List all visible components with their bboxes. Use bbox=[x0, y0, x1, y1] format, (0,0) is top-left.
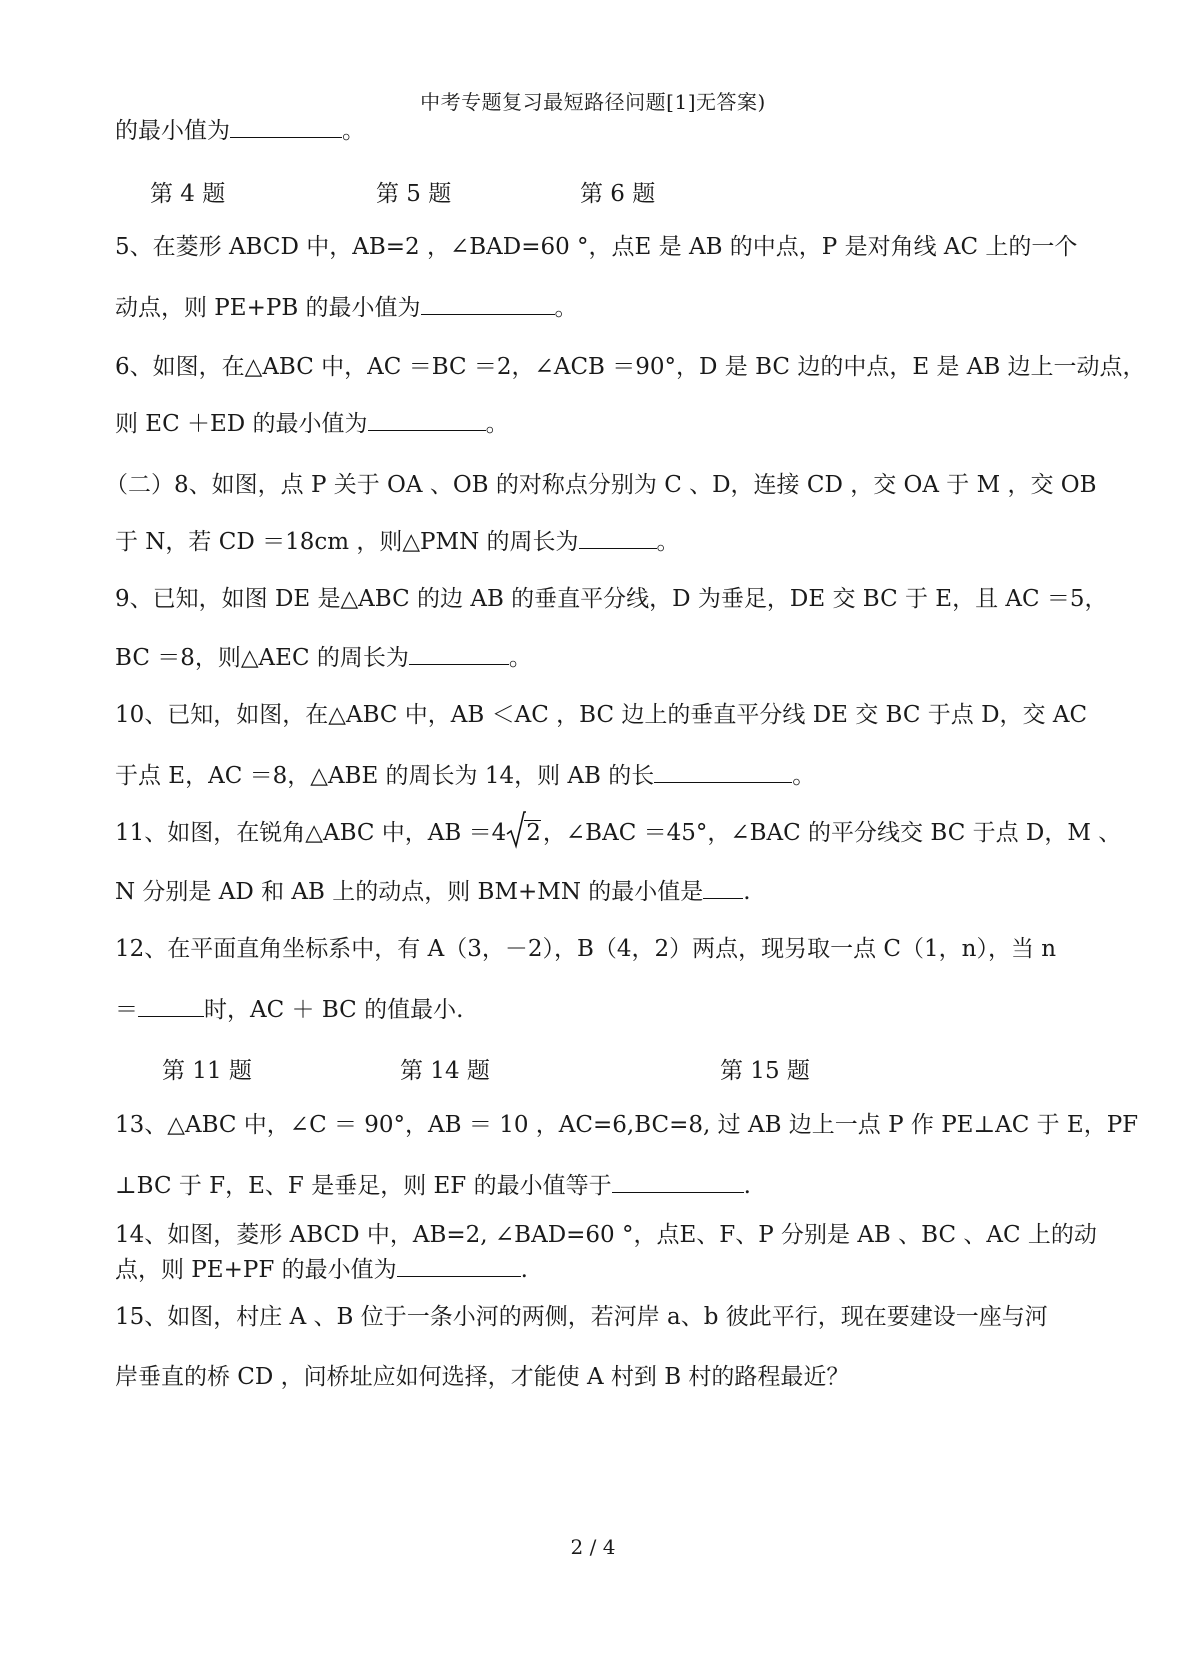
q6-end: 。 bbox=[485, 411, 509, 437]
answer-blank bbox=[579, 526, 657, 549]
figure-label-14: 第 14 题 bbox=[400, 1058, 490, 1084]
q14-end: . bbox=[520, 1257, 528, 1283]
q10-line-1: 10、已知，如图，在△ABC 中，AB ＜AC ，BC 边上的垂直平分线 DE 交 BC 于点 D，交 AC bbox=[115, 702, 1088, 728]
answer-blank bbox=[230, 115, 342, 138]
answer-blank bbox=[409, 642, 509, 665]
q5-line-1 bbox=[115, 232, 1077, 262]
q13-end: . bbox=[743, 1173, 751, 1199]
q6-text-2: 则 EC ＋ED 的最小值为 bbox=[115, 411, 368, 437]
q5-text-2: 动点，则 PE+PB 的最小值为 bbox=[115, 295, 421, 321]
page-header-title: 中考专题复习最短路径问题[1]无答案) bbox=[420, 90, 766, 114]
answer-blank bbox=[421, 292, 555, 315]
q14-line-2 bbox=[115, 1254, 528, 1285]
answer-blank bbox=[138, 994, 204, 1017]
q12-line-2 bbox=[115, 994, 463, 1025]
q5-text-1: 5、在菱形 ABCD 中，AB=2 ， bbox=[115, 234, 450, 260]
q10-end: 。 bbox=[792, 763, 816, 789]
q11-text-1b: ，∠BAC ＝45°，∠BAC 的平分线交 BC 于点 D，M 、 bbox=[542, 820, 1122, 846]
q4-tail-line bbox=[115, 115, 365, 146]
figure-label-15: 第 15 题 bbox=[720, 1058, 810, 1084]
q11-end: . bbox=[743, 879, 751, 905]
q9-end: 。 bbox=[508, 645, 532, 671]
figure-label-5: 第 5 题 bbox=[376, 181, 452, 207]
q15-line-2: 岸垂直的桥 CD ，问桥址应如何选择，才能使 A 村到 B 村的路程最近？ bbox=[115, 1364, 850, 1390]
q5-text-1b: ∠BAD=60 °，点E 是 AB 的中点，P 是对角线 AC 上的一个 bbox=[449, 234, 1078, 260]
q12-text-2b: 时，AC ＋ BC 的值最小. bbox=[204, 997, 464, 1023]
q9-text-2: BC ＝8，则△AEC 的周长为 bbox=[115, 645, 409, 671]
answer-blank bbox=[397, 1254, 521, 1277]
q8-line-1: （二）8、如图，点 P 关于 OA 、OB 的对称点分别为 C 、D，连接 CD ，交 OA 于 M ，交 OB bbox=[105, 472, 1097, 498]
answer-blank bbox=[612, 1170, 744, 1193]
q13-text-2: ⊥BC 于 F，E、F 是垂足，则 EF 的最小值等于 bbox=[115, 1173, 612, 1199]
q9-line-1: 9、已知，如图 DE 是△ABC 的边 AB 的垂直平分线，D 为垂足，DE 交 BC 于 E，且 AC ＝5， bbox=[115, 586, 1108, 612]
q12-text-2a: ＝ bbox=[115, 997, 138, 1023]
sqrt-radicand: 2 bbox=[526, 820, 541, 846]
sqrt-symbol bbox=[506, 818, 541, 848]
page-number: 2 / 4 bbox=[570, 1535, 616, 1559]
q14-line-1: 14、如图，菱形 ABCD 中，AB=2, ∠BAD=60 °，点E、F、P 分别是 AB 、BC 、AC 上的动 bbox=[115, 1222, 1097, 1248]
figure-label-11: 第 11 题 bbox=[162, 1058, 252, 1084]
q8-line-2 bbox=[115, 526, 680, 557]
q6-line-2 bbox=[115, 408, 509, 439]
q11-line-2 bbox=[115, 876, 751, 907]
q8-end: 。 bbox=[656, 529, 680, 555]
q14-text-2: 点，则 PE+PF 的最小值为 bbox=[115, 1257, 397, 1283]
q4-tail-end: 。 bbox=[342, 118, 365, 144]
q5-end: 。 bbox=[554, 295, 578, 321]
figure-label-4: 第 4 题 bbox=[150, 181, 226, 207]
figure-label-6: 第 6 题 bbox=[580, 181, 656, 207]
q11-text-1a: 11、如图，在锐角△ABC 中，AB ＝4 bbox=[115, 820, 507, 846]
q9-line-2 bbox=[115, 642, 532, 673]
q13-line-2 bbox=[115, 1170, 751, 1201]
q11-text-2: N 分别是 AD 和 AB 上的动点，则 BM+MN 的最小值是 bbox=[115, 879, 704, 905]
q15-line-1: 15、如图，村庄 A 、B 位于一条小河的两侧，若河岸 a、b 彼此平行，现在要建设一座与河 bbox=[115, 1304, 1048, 1330]
q12-line-1: 12、在平面直角坐标系中，有 A（3，－2），B（4，2）两点，现另取一点 C（1，n），当 n bbox=[115, 936, 1057, 962]
answer-blank bbox=[703, 876, 743, 899]
q10-line-2 bbox=[115, 760, 815, 791]
q8-text-2: 于 N，若 CD ＝18cm ，则△PMN 的周长为 bbox=[115, 529, 579, 555]
q5-line-2 bbox=[115, 292, 578, 323]
q11-line-1 bbox=[115, 818, 1121, 848]
q6-line-1: 6、如图，在△ABC 中，AC ＝BC ＝2，∠ACB ＝90°，D 是 BC 边的中点，E 是 AB 边上一动点， bbox=[115, 354, 1146, 380]
answer-blank bbox=[654, 760, 792, 783]
q10-text-2: 于点 E，AC ＝8，△ABE 的周长为 14，则 AB 的长 bbox=[115, 763, 655, 789]
q4-tail-text: 的最小值为 bbox=[115, 118, 230, 144]
answer-blank bbox=[368, 408, 486, 431]
q13-line-1: 13、△ABC 中，∠C ＝ 90°，AB ＝ 10 ，AC=6,BC=8, 过 AB 边上一点 P 作 PE⊥AC 于 E，PF bbox=[115, 1112, 1139, 1138]
